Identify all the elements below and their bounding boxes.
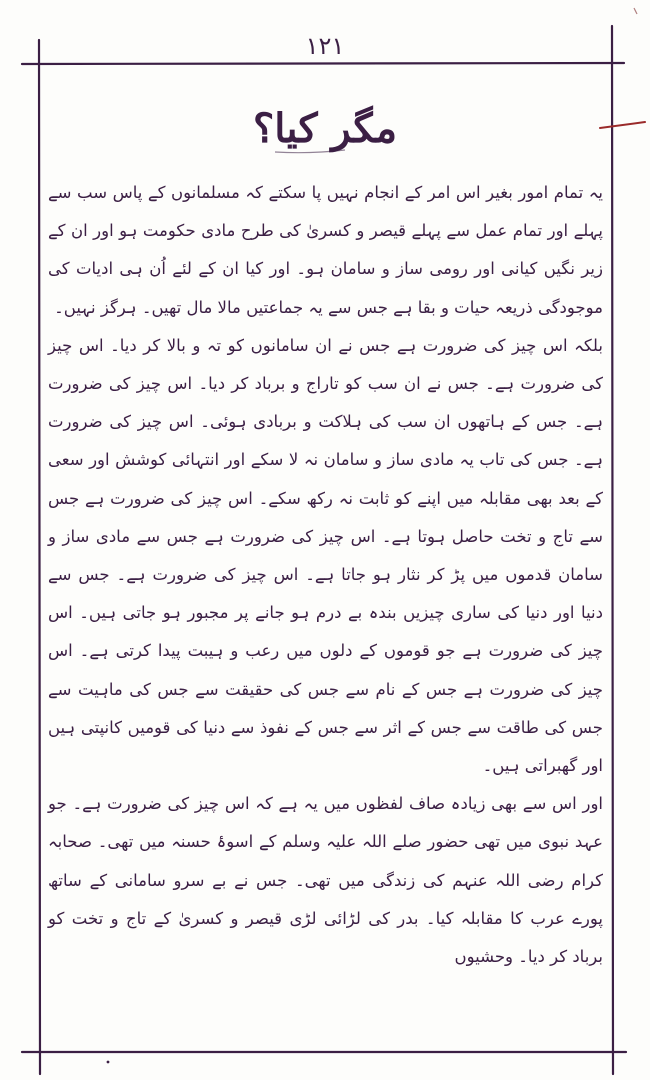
paragraph-3: اور اس سے بھی زیادہ صاف لفظوں میں یہ ہے کہ اس چیز کی ضرورت ہے۔ جو عہد نبوی میں تھی حضور صلے اللہ علیہ وسلم کے اسوۂ حسنہ میں تھی۔ صحابہ کرام رضی اللہ عنہم کی زندگی میں تھی۔ جس نے بے سرو سامانی کے ساتھ پورے عرب کا مقابلہ کیا۔ بدر کی لڑائی لڑی قیصر و کسریٰ کے تاج و تخت کو برباد کر دیا۔ وحشیوں xyxy=(48,794,603,967)
margin-mark xyxy=(600,122,645,128)
paragraph-1: یہ تمام امور بغیر اس امر کے انجام نہیں پا سکتے کہ مسلمانوں کے پاس سب سے پہلے اور تمام عمل سے پہلے قیصر و کسریٰ کی طرح مادی حکومت ہو اور ان کے زیر نگیں کیانی اور رومی ساز و سامان ہو۔ اور کیا ان کے لئے اُن ہی ادیات کی موجودگی ذریعہ حیات و بقا ہے جس سے یہ جماعتیں مالا مال تھیں۔ ہرگز نہیں۔ xyxy=(48,183,603,317)
chapter-title: مگر کیا؟ xyxy=(252,105,398,152)
paragraph-2: بلکہ اس چیز کی ضرورت ہے جس نے ان سامانوں کو تہ و بالا کر دیا۔ اس چیز کی ضرورت ہے۔ جس نے ان سب کو تاراج و برباد کر دیا۔ اس چیز کی ضرورت ہے۔ جس کے ہاتھوں ان سب کی ہلاکت و بربادی ہوئی۔ اس چیز کی ضرورت ہے۔ جس کی تاب یہ مادی ساز و سامان نہ لا سکے اور انتہائی کوشش اور سعی کے بعد بھی مقابلہ میں اپنے کو ثابت نہ رکھ سکے۔ اس چیز کی ضرورت ہے جس سے تاج و تخت حاصل ہوتا ہے۔ اس چیز کی ضرورت ہے جس سے مادی ساز و سامان قدموں میں پڑ کر نثار ہو جاتا ہے۔ اس چیز کی ضرورت ہے۔ جس سے دنیا اور دنیا کی ساری چیزیں بندہ بے درم ہو جانے پر مجبور ہو جاتی ہیں۔ اس چیز کی ضرورت ہے جو قوموں کے دلوں میں رعب و ہیبت پیدا کرتی ہے۔ اس چیز کی ضرورت ہے جس کے نام سے جس کی حقیقت سے جس کی ماہیت سے جس کی طاقت سے جس کے اثر سے جس کے نفوذ سے دنیا کی قومیں کانپتی ہیں اور گھبراتی ہیں۔ xyxy=(48,335,603,776)
body-text xyxy=(48,174,603,976)
page-number: ۱۲۱ xyxy=(305,32,345,60)
